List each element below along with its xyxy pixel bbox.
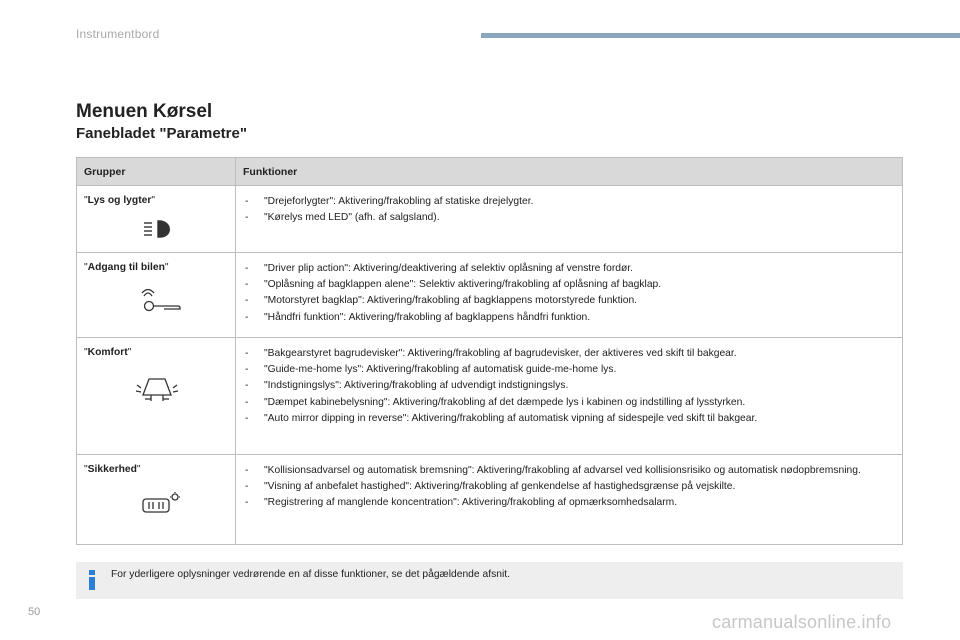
page-number: 50 xyxy=(28,606,41,618)
functions-cell xyxy=(236,455,903,545)
headlamp-icon xyxy=(84,217,229,245)
function-item: - "Auto mirror dipping in reverse": Aktivering/frakobling af automatisk vipning af sidespejle ved skift til bakgear. xyxy=(243,411,896,427)
group-name: "Adgang til bilen" xyxy=(84,262,169,273)
car-safety-icon xyxy=(84,490,229,518)
section-header-label: Instrumentbord xyxy=(76,27,160,41)
column-header-groups: Grupper xyxy=(77,158,236,186)
functions-cell xyxy=(236,253,903,338)
table-row xyxy=(77,455,903,545)
group-cell xyxy=(77,455,236,545)
group-cell xyxy=(77,253,236,338)
function-item: - "Kollisionsadvarsel og automatisk bremsning": Aktivering/frakobling af advarsel ved kollisionsrisiko og automatisk nødopbremsning. xyxy=(243,463,896,479)
functions-cell xyxy=(236,338,903,455)
group-name: "Lys og lygter" xyxy=(84,195,156,206)
watermark: carmanualsonline.info xyxy=(712,612,892,632)
header-accent-bar xyxy=(481,33,960,38)
function-item: - "Driver plip action": Aktivering/deaktivering af selektiv oplåsning af venstre fordør. xyxy=(243,261,896,277)
parameters-table xyxy=(76,157,903,545)
table-row xyxy=(77,186,903,253)
function-item: - "Dæmpet kabinebelysning": Aktivering/frakobling af det dæmpede lys i kabinen og indstilling af lysstyrken. xyxy=(243,395,896,411)
function-item: - "Kørelys med LED" (afh. af salgsland). xyxy=(243,210,896,226)
function-item: - "Registrering af manglende koncentration": Aktivering/frakobling af opmærksomhedsalarm. xyxy=(243,495,896,511)
function-item: - "Guide-me-home lys": Aktivering/frakobling af automatisk guide-me-home lys. xyxy=(243,362,896,378)
page-subtitle: Fanebladet "Parametre" xyxy=(76,125,247,142)
cabin-light-icon xyxy=(84,375,229,403)
table-header-row xyxy=(77,158,903,186)
page-title: Menuen Kørsel xyxy=(76,101,213,122)
group-name: "Sikkerhed" xyxy=(84,464,141,475)
function-item: - "Drejeforlygter": Aktivering/frakobling af statiske drejelygter. xyxy=(243,194,896,210)
group-cell xyxy=(77,186,236,253)
info-note-text: For yderligere oplysninger vedrørende en af disse funktioner, se det pågældende afsnit. xyxy=(111,569,510,580)
table-row xyxy=(77,253,903,338)
key-icon xyxy=(84,288,229,316)
info-note xyxy=(76,562,903,599)
table-row xyxy=(77,338,903,455)
function-item: - "Bakgearstyret bagrudevisker": Aktivering/frakobling af bagrudevisker, der aktiveres ved skift til bakgear. xyxy=(243,346,896,362)
function-item: - "Motorstyret bagklap": Aktivering/frakobling af bagklappens motorstyrede funktion. xyxy=(243,293,896,309)
function-item: - "Håndfri funktion": Aktivering/frakobling af bagklappens håndfri funktion. xyxy=(243,310,896,326)
functions-cell xyxy=(236,186,903,253)
function-item: - "Oplåsning af bagklappen alene": Selektiv aktivering/frakobling af oplåsning af bagklap. xyxy=(243,277,896,293)
function-item: - "Visning af anbefalet hastighed": Aktivering/frakobling af genkendelse af hastighedsgrænse på vejskilte. xyxy=(243,479,896,495)
group-cell xyxy=(77,338,236,455)
column-header-functions: Funktioner xyxy=(236,158,903,186)
group-name: "Komfort" xyxy=(84,347,132,358)
function-item: - "Indstigningslys": Aktivering/frakobling af udvendigt indstigningslys. xyxy=(243,378,896,394)
info-icon xyxy=(87,570,97,595)
